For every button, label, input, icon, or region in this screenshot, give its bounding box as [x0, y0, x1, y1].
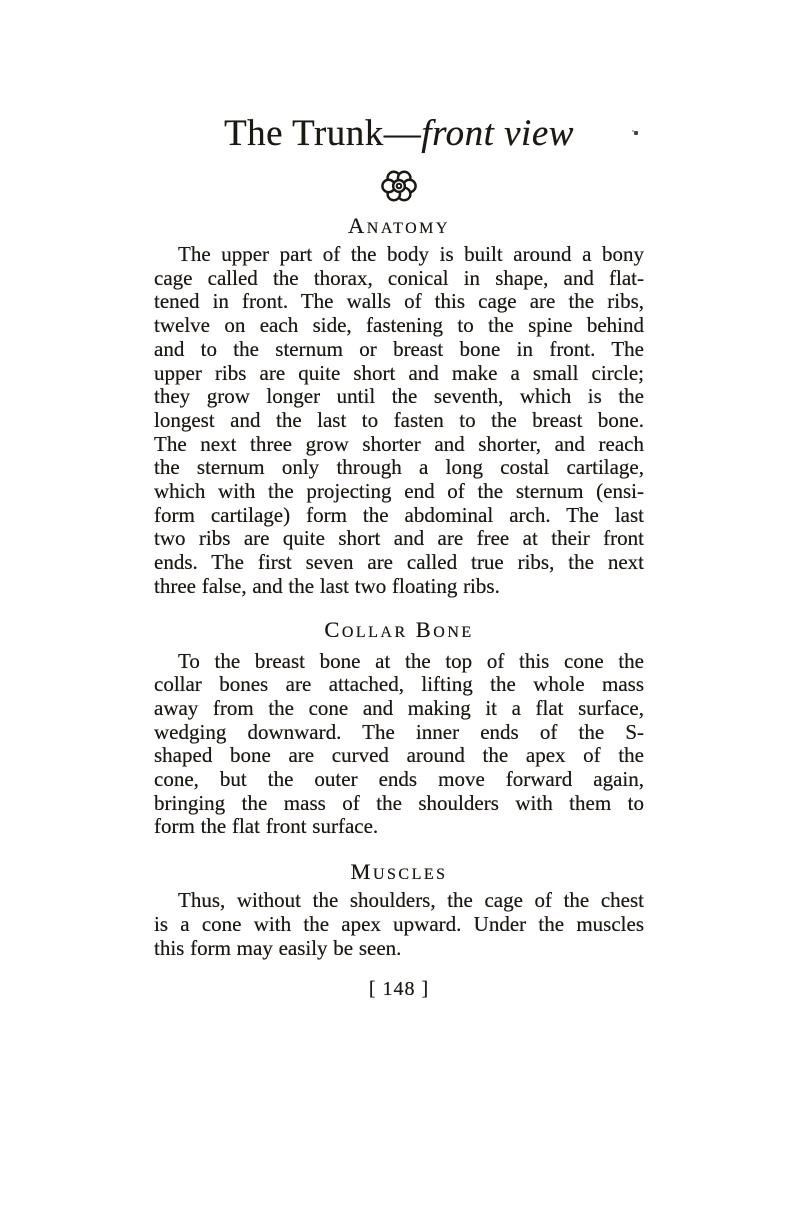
page-number: [ 148 ] — [368, 978, 430, 1001]
text-column — [154, 0, 644, 1001]
text-line: tened in front. The walls of this cage are the ribs, — [154, 289, 644, 314]
text-line: and to the sternum or breast bone in front. The — [154, 336, 644, 361]
text-line: they grow longer until the seventh, which is the — [154, 384, 644, 409]
text-line: which with the projecting end of the sternum (ensi- — [154, 479, 644, 504]
text-line: To the breast bone at the top of this cone the — [178, 648, 644, 673]
text-line: cage called the thorax, conical in shape, and flat- — [154, 265, 644, 290]
text-line: The next three grow shorter and shorter, and reach — [154, 431, 644, 456]
paragraph-anatomy — [154, 243, 644, 599]
page-title-roman: The Trunk— — [224, 113, 422, 154]
text-line: this form may easily be seen. — [154, 935, 402, 960]
text-line: upper ribs are quite short and make a small circle; — [154, 360, 644, 385]
florette-ornament-icon — [154, 169, 644, 203]
text-line: shaped bone are curved around the apex of the — [154, 743, 644, 768]
section-heading-anatomy: Anatomy — [348, 213, 450, 238]
page-title — [154, 0, 644, 154]
text-line: the sternum only through a long costal cartilage, — [154, 455, 644, 480]
scan-speck — [634, 131, 638, 135]
section-heading-collar-bone: Collar Bone — [324, 616, 474, 642]
paragraph-collar-bone — [154, 650, 644, 840]
text-line: two ribs are quite short and are free at their front — [154, 526, 644, 551]
text-line: away from the cone and making it a flat surface, — [154, 695, 644, 720]
text-line: Thus, without the shoulders, the cage of the chest — [178, 888, 644, 913]
text-line: longest and the last to fasten to the breast bone. — [154, 407, 644, 432]
text-line: ends. The first seven are called true ribs, the next — [154, 550, 644, 575]
text-line: cone, but the outer ends move forward again, — [154, 767, 644, 792]
text-line: twelve on each side, fastening to the spine behind — [154, 313, 644, 338]
section-heading-muscles: Muscles — [350, 859, 448, 885]
text-line: is a cone with the apex upward. Under the muscles — [154, 911, 644, 936]
paragraph-muscles — [154, 889, 644, 960]
text-line: bringing the mass of the shoulders with them to — [154, 790, 644, 815]
text-line: wedging downward. The inner ends of the S- — [154, 719, 644, 744]
text-line: three false, and the last two floating ribs. — [154, 573, 500, 598]
text-line: form the flat front surface. — [154, 814, 379, 839]
text-line: The upper part of the body is built around a bony — [178, 242, 644, 266]
page-title-italic: front view — [421, 113, 574, 154]
text-line: form cartilage) form the abdominal arch. The last — [154, 502, 644, 527]
text-line: collar bones are attached, lifting the whole mass — [154, 672, 644, 697]
